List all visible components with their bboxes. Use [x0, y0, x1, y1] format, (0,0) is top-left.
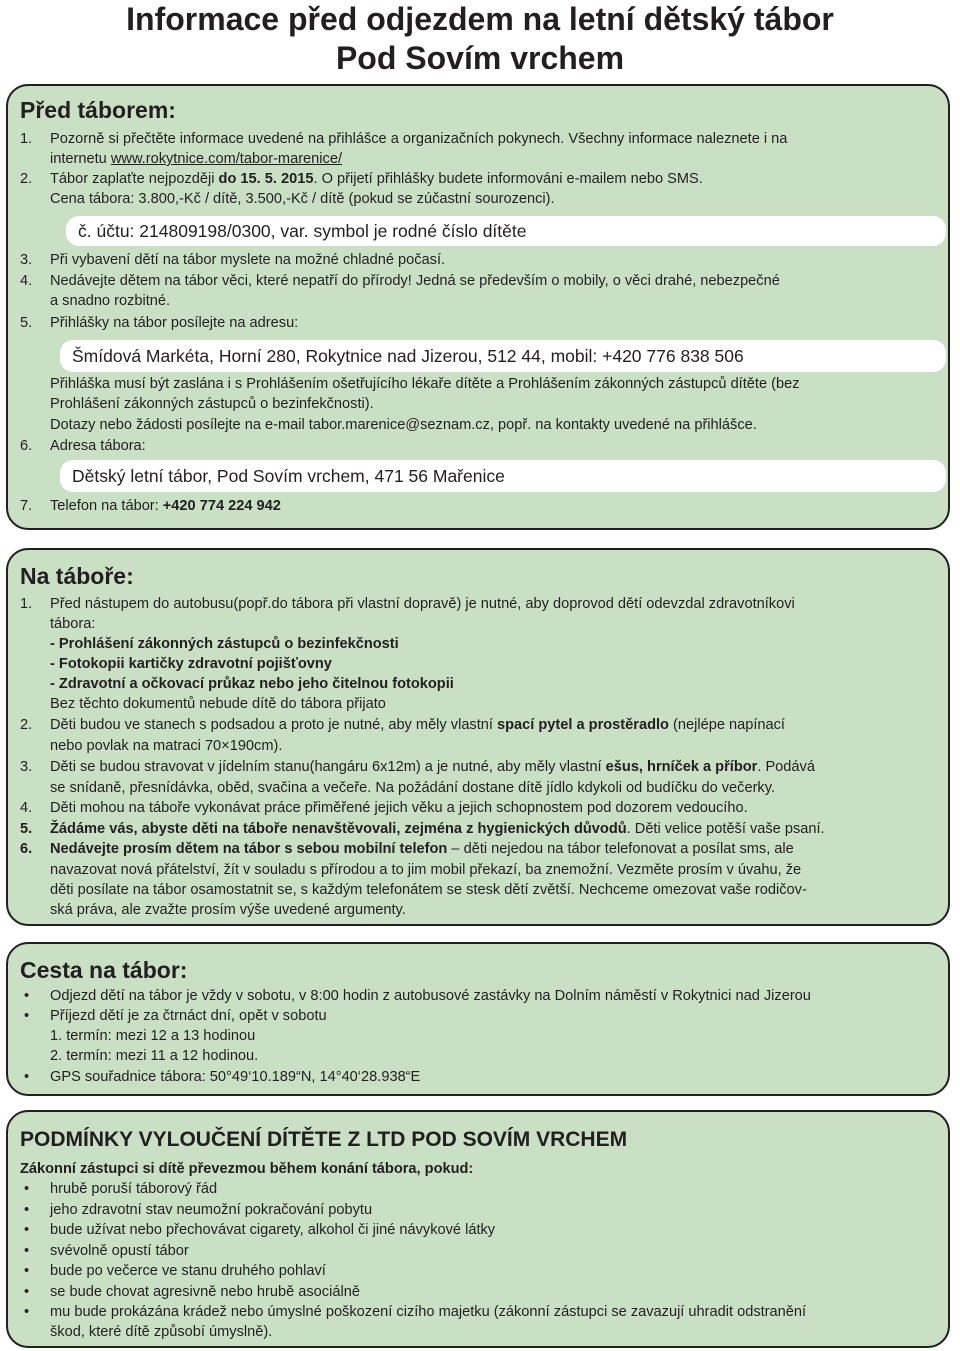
required-doc-2: - Fotokopii kartičky zdravotní pojišťovny — [50, 656, 332, 672]
gps-coordinates: GPS souřadnice tábora: 50°49‘10.189“N, 14°40‘28.938“E — [50, 1069, 421, 1085]
expulsion-heading: PODMÍNKY VYLOUČENÍ DÍTĚTE Z LTD POD SOVÍM VRCHEM — [20, 1128, 628, 1151]
item-number: 6. — [20, 841, 33, 857]
expulsion-item: hrubě poruší táborový řád — [50, 1181, 218, 1197]
before-item-2-text-a: Tábor zaplaťte nejpozději — [50, 171, 219, 187]
before-item-3: Při vybavení dětí na tábor myslete na možné chladné počasí. — [50, 252, 446, 268]
expulsion-section — [6, 1110, 950, 1348]
camp-item-2-text-b: (nejlépe napínací — [668, 717, 785, 733]
item-number: 2. — [20, 171, 33, 187]
expulsion-item: se bude chovat agresivně nebo hrubě asociálně — [50, 1284, 360, 1300]
camp-address-pill — [60, 460, 946, 492]
page-title — [0, 0, 960, 78]
item-number: 3. — [20, 252, 33, 268]
before-item-7 — [50, 496, 281, 516]
camp-item-2-line-2: nebo povlak na matraci 70×190cm). — [50, 738, 283, 754]
departure-info: Odjezd dětí na tábor je vždy v sobotu, v 8:00 hodin z autobusové zastávky na Dolním náměstí v Rokytnici nad Jizerou — [50, 988, 811, 1004]
item-number: 7. — [20, 498, 33, 514]
camp-address-text: Dětský letní tábor, Pod Sovím vrchem, 471 56 Mařenice — [72, 466, 505, 486]
camp-item-1-line-2: tábora: — [50, 616, 96, 632]
before-item-6: Adresa tábora: — [50, 438, 146, 454]
bullet-icon: • — [24, 1222, 30, 1238]
journey-heading: Cesta na tábor: — [20, 957, 188, 983]
before-item-4-line-2: a snadno rozbitné. — [50, 293, 171, 309]
camp-item-4: Děti mohou na táboře vykonávat práce přiměřené jejich věku a jejich schopnostem pod dozorem vedoucího. — [50, 800, 748, 816]
before-camp-heading: Před táborem: — [20, 97, 176, 123]
bullet-icon: • — [24, 1181, 30, 1197]
item-number: 1. — [20, 596, 33, 612]
at-camp-section — [6, 548, 950, 926]
camp-item-3-text-a: Děti se budou stravovat v jídelním stanu(hangáru 6x12m) a je nutné, aby měly vlastní — [50, 759, 606, 775]
bullet-icon: • — [24, 1284, 30, 1300]
eating-gear: ešus, hrníček a příbor — [605, 759, 758, 775]
expulsion-item: bude po večerce ve stanu druhého pohlaví — [50, 1263, 326, 1279]
camp-item-3-line-2: se snídaně, přesnídávka, oběd, svačina a večeře. Na požádání dostane dítě jídlo kdykoli od budíčku do večerky. — [50, 780, 775, 796]
title-line-2: Pod Sovím vrchem — [335, 40, 625, 76]
arrival-term-2: 2. termín: mezi 11 a 12 hodinou. — [50, 1048, 259, 1064]
payment-deadline: do 15. 5. 2015 — [218, 171, 314, 187]
required-doc-3: - Zdravotní a očkovací průkaz nebo jeho čitelnou fotokopii — [50, 676, 454, 692]
before-item-5: Přihlášky na tábor posílejte na adresu: — [50, 315, 299, 331]
account-number-text: č. účtu: 214809198/0300, var. symbol je rodné číslo dítěte — [78, 221, 527, 241]
phone-label: Telefon na tábor: — [50, 498, 163, 514]
camp-item-5 — [50, 819, 825, 839]
before-item-1-line-2 — [50, 149, 342, 169]
bullet-icon: • — [24, 988, 30, 1004]
camp-item-3-text-b: . Podává — [757, 759, 815, 775]
address-pill — [60, 340, 946, 372]
camp-item-6-rest: – děti nejedou na tábor telefonovat a posílat sms, ale — [447, 841, 794, 857]
expulsion-item: svévolně opustí tábor — [50, 1243, 189, 1259]
item-number: 4. — [20, 273, 33, 289]
expulsion-item-continuation: škod, které dítě způsobí úmyslně). — [50, 1324, 273, 1340]
required-doc-1: - Prohlášení zákonných zástupců o bezinfekčnosti — [50, 636, 399, 652]
camp-phone: +420 774 224 942 — [162, 498, 281, 514]
arrival-term-1: 1. termín: mezi 12 a 13 hodinou — [50, 1028, 256, 1044]
item-number: 5. — [20, 821, 33, 837]
before-item-2-text-b: . O přijetí přihlášky budete informováni e-mailem nebo SMS. — [313, 171, 703, 187]
item-number: 4. — [20, 800, 33, 816]
expulsion-item: mu bude prokázána krádež nebo úmyslné poškození cizího majetku (zákonní zástupci se zavazují uhradit odstranění — [50, 1304, 807, 1320]
arrival-info: Příjezd dětí je za čtrnáct dní, opět v sobotu — [50, 1008, 327, 1024]
before-item-5-note-line-2: Prohlášení zákonných zástupců o bezinfekčnosti). — [50, 396, 374, 412]
before-item-1-prefix: internetu — [50, 151, 111, 167]
bullet-icon: • — [24, 1008, 30, 1024]
item-number: 6. — [20, 438, 33, 454]
before-item-4-line-1: Nedávejte dětem na tábor věci, které nepatří do přírody! Jedná se především o mobily, o věci drahé, nebezpečné — [50, 273, 780, 289]
bullet-icon: • — [24, 1202, 30, 1218]
no-phone-notice: Nedávejte prosím dětem na tábor s sebou mobilní telefon — [50, 841, 448, 857]
camp-item-2-line-1 — [50, 715, 785, 735]
bullet-icon: • — [24, 1243, 30, 1259]
camp-item-6-line-1 — [50, 839, 794, 859]
before-item-2-line-1 — [50, 169, 703, 189]
camp-item-5-rest: . Děti velice potěší vaše psaní. — [626, 821, 825, 837]
before-item-1-line-1: Pozorně si přečtěte informace uvedené na přihlášce a organizačních pokynech. Všechny informace naleznete i na — [50, 131, 788, 147]
at-camp-heading: Na táboře: — [20, 563, 134, 589]
sleeping-gear: spací pytel a prostěradlo — [497, 717, 669, 733]
bullet-icon: • — [24, 1263, 30, 1279]
before-item-5-note-line-3: Dotazy nebo žádosti posílejte na e-mail tabor.marenice@seznam.cz, popř. na kontakty uvedené na přihlášce. — [50, 417, 757, 433]
item-number: 5. — [20, 315, 33, 331]
before-camp-section — [6, 84, 950, 530]
camp-item-1-line-1: Před nástupem do autobusu(popř.do tábora při vlastní dopravě) je nutné, aby doprovod dětí odevzdal zdravotníkovi — [50, 596, 795, 612]
item-number: 3. — [20, 759, 33, 775]
no-visits-notice: Žádáme vás, abyste děti na táboře nenavštěvovali, zejména z hygienických důvodů — [50, 821, 627, 837]
website-link[interactable]: www.rokytnice.com/tabor-marenice/ — [110, 151, 343, 167]
camp-item-2-text-a: Děti budou ve stanech s podsadou a proto je nutné, aby měly vlastní — [50, 717, 498, 733]
item-number: 2. — [20, 717, 33, 733]
address-text: Šmídová Markéta, Horní 280, Rokytnice nad Jizerou, 512 44, mobil: +420 776 838 506 — [72, 346, 744, 366]
camp-item-1-line-6: Bez těchto dokumentů nebude dítě do tábora přijato — [50, 696, 386, 712]
title-line-1: Informace před odjezdem na letní dětský tábor — [126, 1, 834, 37]
account-number-pill — [66, 216, 946, 246]
before-item-2-line-2: Cena tábora: 3.800,-Kč / dítě, 3.500,-Kč / dítě (pokud se zúčastní sourozenci). — [50, 191, 555, 207]
camp-item-6-line-4: ská práva, ale zvažte prosím výše uvedené argumenty. — [50, 902, 406, 918]
item-number: 1. — [20, 131, 33, 147]
before-item-5-note-line-1: Přihláška musí být zaslána i s Prohlášením ošetřujícího lékaře dítěte a Prohlášením zákonných zástupců dítěte (bez — [50, 376, 800, 392]
camp-item-6-line-3: děti posílate na tábor osamostatnit se, s každým telefonátem se stesk dětí zvětší. Nechceme omezovat vaše rodičov- — [50, 882, 807, 898]
bullet-icon: • — [24, 1304, 30, 1320]
expulsion-item: bude užívat nebo přechovávat cigarety, alkohol či jiné návykové látky — [50, 1222, 496, 1238]
camp-item-6-line-2: navazovat nová přátelství, žít v souladu s přírodou a to jim mobil překazí, ba znemožní. Vezměte prosím v úvahu, že — [50, 862, 802, 878]
expulsion-intro: Zákonní zástupci si dítě převezmou během konání tábora, pokud: — [20, 1161, 474, 1177]
bullet-icon: • — [24, 1069, 30, 1085]
camp-item-3-line-1 — [50, 757, 815, 777]
expulsion-item: jeho zdravotní stav neumožní pokračování pobytu — [50, 1202, 373, 1218]
journey-section — [6, 942, 950, 1096]
